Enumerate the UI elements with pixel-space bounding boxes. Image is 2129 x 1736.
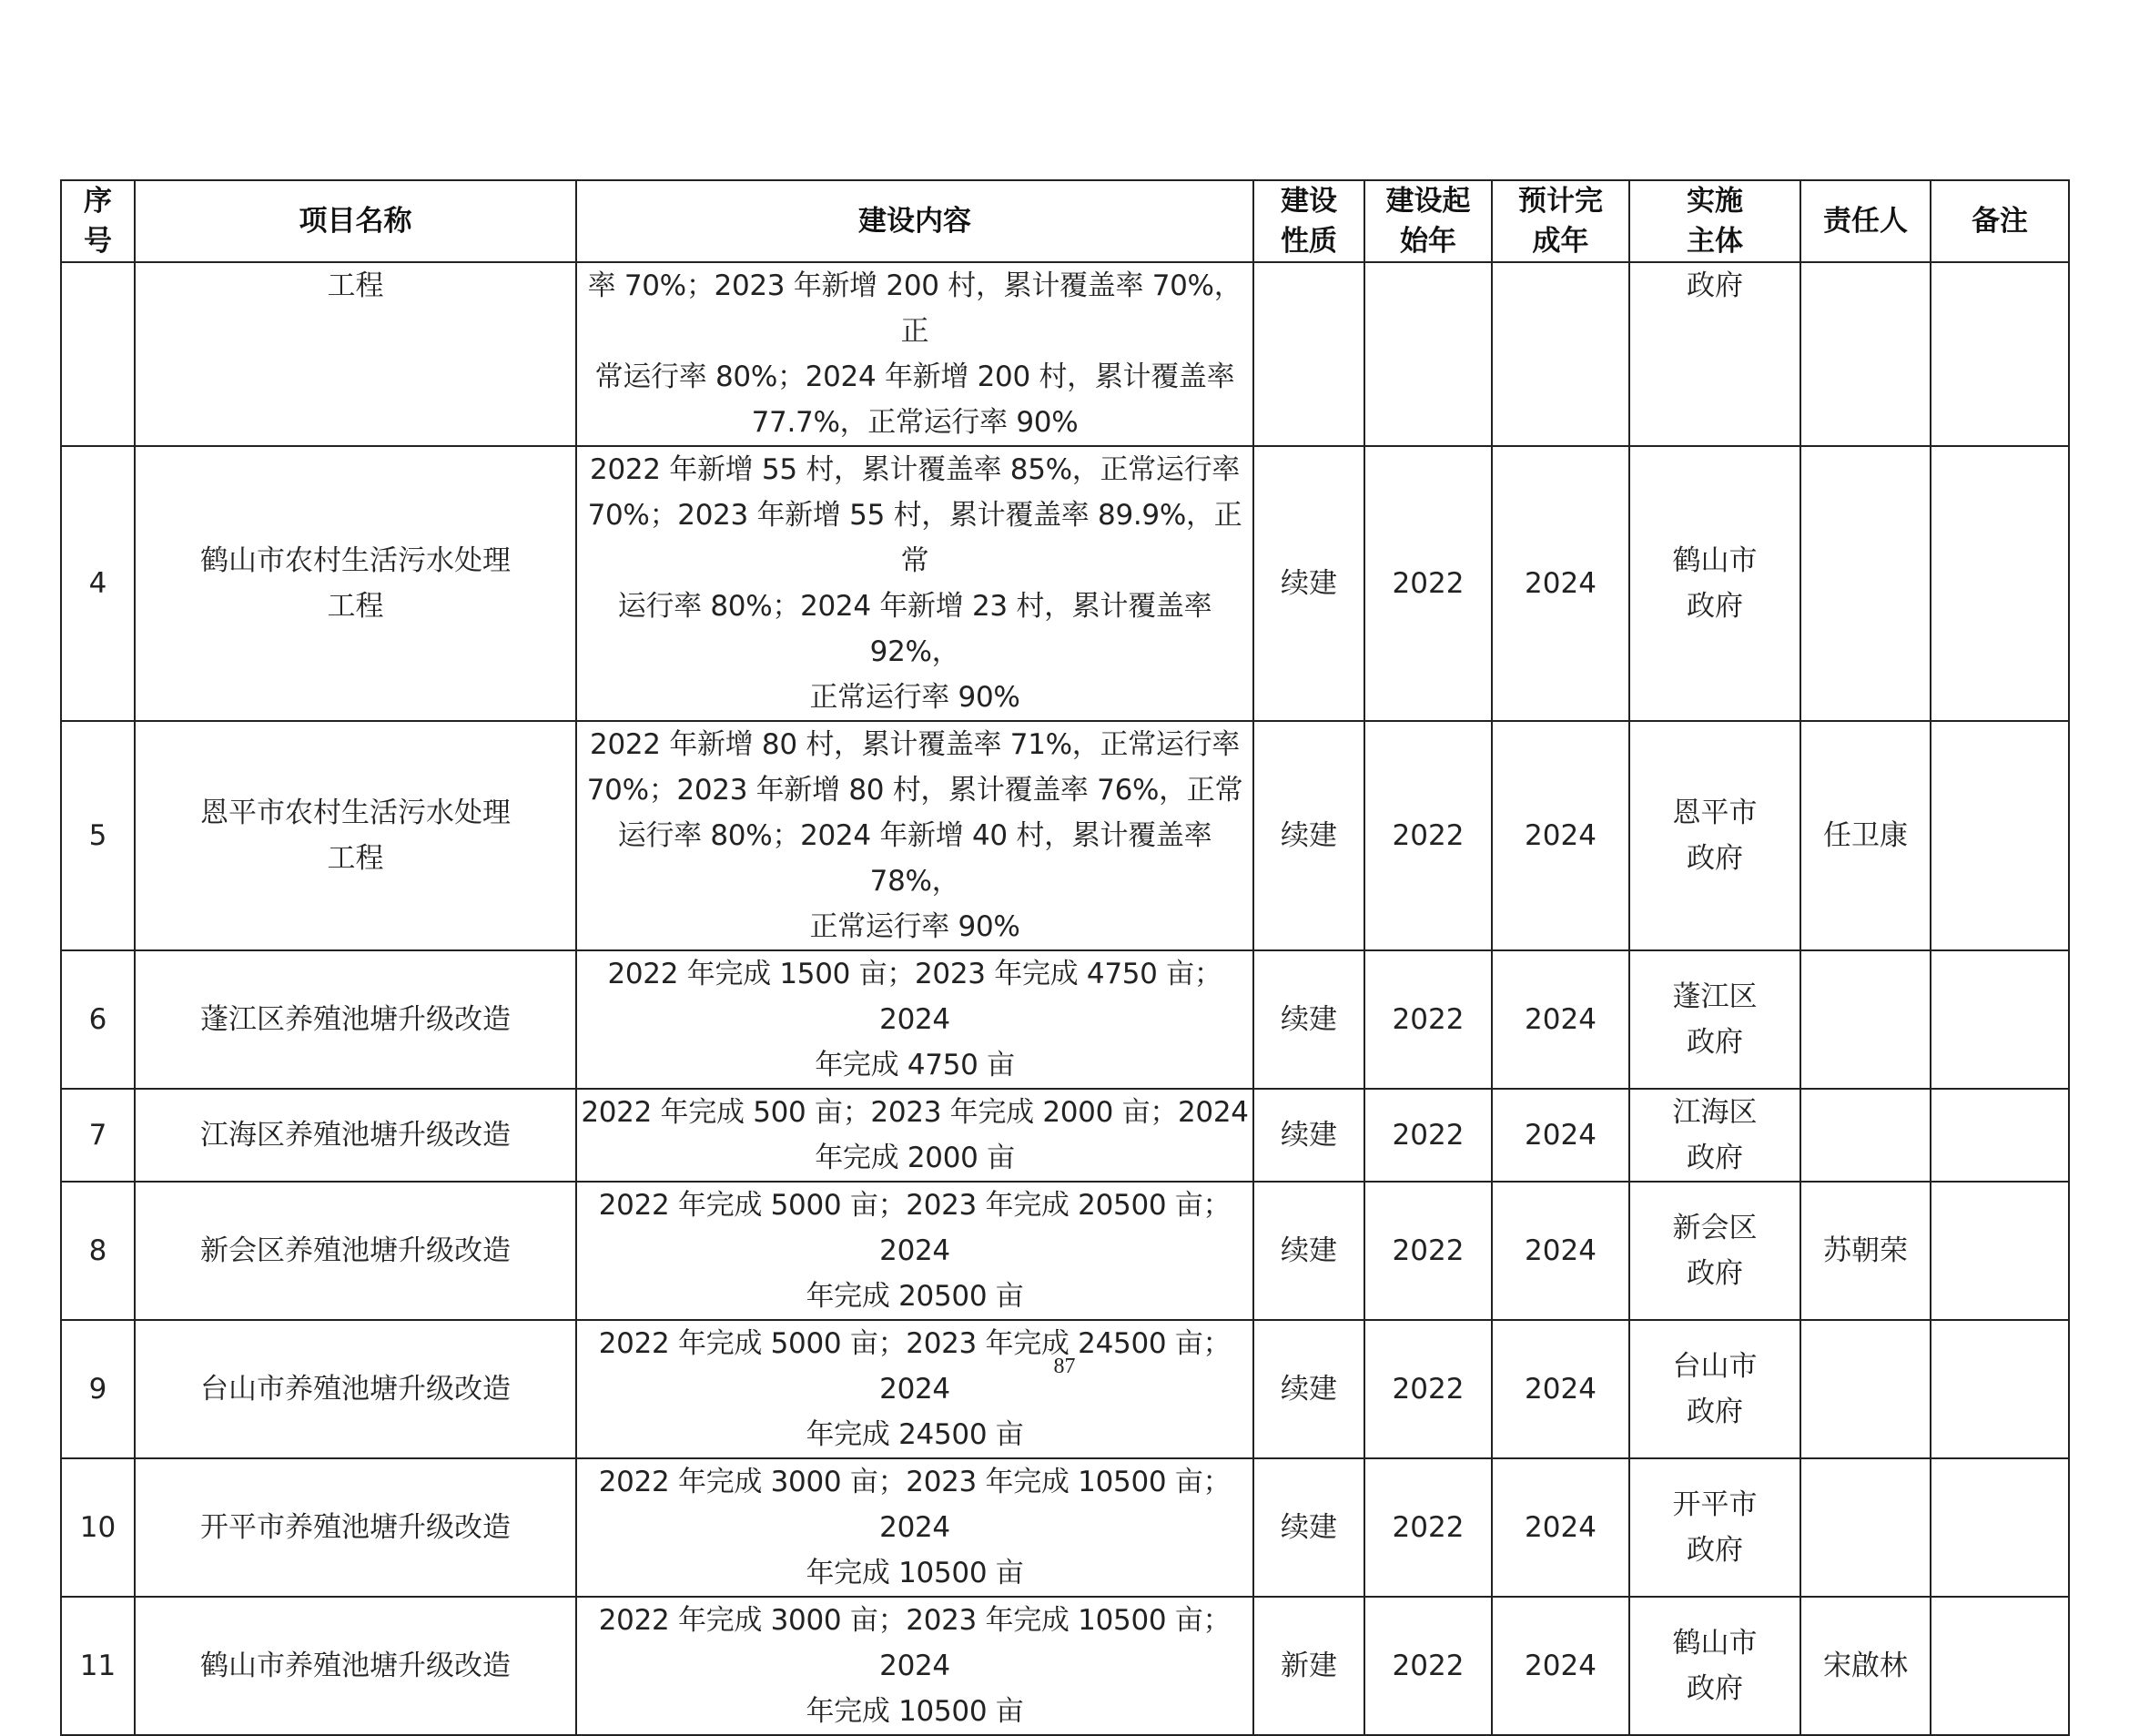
cell-name: 鹤山市养殖池塘升级改造 [135,1597,576,1735]
cell-nature [1253,262,1364,446]
cell-name: 江海区养殖池塘升级改造 [135,1089,576,1182]
cell-start [1364,262,1492,446]
cell-person [1800,950,1931,1089]
cell-end: 2024 [1492,1597,1629,1735]
cell-seq: 10 [61,1458,135,1597]
header-name: 项目名称 [135,180,576,262]
cell-seq: 4 [61,446,135,721]
cell-seq: 5 [61,721,135,950]
cell-person: 苏朝荣 [1800,1182,1931,1320]
cell-content: 率 70%；2023 年新增 200 村，累计覆盖率 70%，正 常运行率 80%；2024 年新增 200 村，累计覆盖率 77.7%，正常运行率 90% [576,262,1253,446]
cell-name: 工程 [135,262,576,446]
cell-end: 2024 [1492,1320,1629,1458]
cell-note [1931,262,2069,446]
cell-note [1931,950,2069,1089]
cell-entity: 台山市 政府 [1629,1320,1800,1458]
cell-end: 2024 [1492,1458,1629,1597]
cell-end: 2024 [1492,950,1629,1089]
cell-seq [61,262,135,446]
cell-end: 2024 [1492,446,1629,721]
cell-seq: 9 [61,1320,135,1458]
cell-end: 2024 [1492,721,1629,950]
cell-nature: 续建 [1253,721,1364,950]
table-row [61,721,2069,950]
header-person: 责任人 [1800,180,1931,262]
cell-entity: 政府 [1629,262,1800,446]
table-row [61,1320,2069,1458]
cell-start: 2022 [1364,1320,1492,1458]
cell-seq: 8 [61,1182,135,1320]
cell-note [1931,446,2069,721]
cell-entity: 开平市 政府 [1629,1458,1800,1597]
table-body [61,262,2069,1735]
page-number: 87 [1053,1355,1076,1378]
cell-entity: 江海区 政府 [1629,1089,1800,1182]
cell-seq: 6 [61,950,135,1089]
header-content: 建设内容 [576,180,1253,262]
cell-seq: 7 [61,1089,135,1182]
cell-entity: 新会区 政府 [1629,1182,1800,1320]
cell-content: 2022 年完成 500 亩；2023 年完成 2000 亩；2024 年完成 2000 亩 [576,1089,1253,1182]
cell-name: 恩平市农村生活污水处理 工程 [135,721,576,950]
cell-note [1931,1597,2069,1735]
project-table [60,179,2070,1736]
cell-entity: 恩平市 政府 [1629,721,1800,950]
cell-person [1800,1458,1931,1597]
cell-person: 任卫康 [1800,721,1931,950]
cell-start: 2022 [1364,721,1492,950]
cell-person [1800,262,1931,446]
cell-note [1931,1458,2069,1597]
cell-start: 2022 [1364,1089,1492,1182]
header-seq: 序 号 [61,180,135,262]
header-row [61,180,2069,262]
cell-note [1931,1089,2069,1182]
cell-name: 鹤山市农村生活污水处理 工程 [135,446,576,721]
cell-end [1492,262,1629,446]
header-nature: 建设 性质 [1253,180,1364,262]
cell-person [1800,1320,1931,1458]
table-row [61,446,2069,721]
header-note: 备注 [1931,180,2069,262]
cell-note [1931,1320,2069,1458]
cell-start: 2022 [1364,950,1492,1089]
cell-start: 2022 [1364,1458,1492,1597]
table-row [61,950,2069,1089]
cell-entity: 蓬江区 政府 [1629,950,1800,1089]
cell-nature: 续建 [1253,1320,1364,1458]
cell-entity: 鹤山市 政府 [1629,446,1800,721]
cell-note [1931,721,2069,950]
header-entity: 实施 主体 [1629,180,1800,262]
cell-content: 2022 年完成 5000 亩；2023 年完成 20500 亩；2024 年完成 20500 亩 [576,1182,1253,1320]
cell-person: 宋啟林 [1800,1597,1931,1735]
table-row [61,1089,2069,1182]
table-row [61,262,2069,446]
cell-start: 2022 [1364,1597,1492,1735]
cell-name: 蓬江区养殖池塘升级改造 [135,950,576,1089]
cell-content: 2022 年完成 3000 亩；2023 年完成 10500 亩；2024 年完成 10500 亩 [576,1458,1253,1597]
cell-nature: 续建 [1253,446,1364,721]
cell-start: 2022 [1364,446,1492,721]
cell-seq: 11 [61,1597,135,1735]
header-end: 预计完 成年 [1492,180,1629,262]
table-row [61,1182,2069,1320]
cell-person [1800,446,1931,721]
header-start: 建设起 始年 [1364,180,1492,262]
cell-content: 2022 年新增 80 村，累计覆盖率 71%，正常运行率 70%；2023 年新增 80 村，累计覆盖率 76%，正常 运行率 80%；2024 年新增 40 村，累计覆盖率 78%， 正常运行率 90% [576,721,1253,950]
cell-person [1800,1089,1931,1182]
cell-start: 2022 [1364,1182,1492,1320]
cell-name: 开平市养殖池塘升级改造 [135,1458,576,1597]
cell-end: 2024 [1492,1089,1629,1182]
cell-nature: 新建 [1253,1597,1364,1735]
cell-content: 2022 年完成 1500 亩；2023 年完成 4750 亩；2024 年完成 4750 亩 [576,950,1253,1089]
cell-note [1931,1182,2069,1320]
cell-nature: 续建 [1253,950,1364,1089]
cell-content: 2022 年完成 3000 亩；2023 年完成 10500 亩；2024 年完成 10500 亩 [576,1597,1253,1735]
cell-content: 2022 年完成 5000 亩；2023 年完成 24500 亩；2024 年完成 24500 亩 [576,1320,1253,1458]
cell-nature: 续建 [1253,1458,1364,1597]
cell-end: 2024 [1492,1182,1629,1320]
cell-name: 新会区养殖池塘升级改造 [135,1182,576,1320]
cell-name: 台山市养殖池塘升级改造 [135,1320,576,1458]
cell-content: 2022 年新增 55 村，累计覆盖率 85%，正常运行率 70%；2023 年新增 55 村，累计覆盖率 89.9%，正常 运行率 80%；2024 年新增 23 村，累计覆盖率 92%， 正常运行率 90% [576,446,1253,721]
cell-nature: 续建 [1253,1182,1364,1320]
table-row [61,1597,2069,1735]
table-row [61,1458,2069,1597]
cell-entity: 鹤山市 政府 [1629,1597,1800,1735]
cell-nature: 续建 [1253,1089,1364,1182]
